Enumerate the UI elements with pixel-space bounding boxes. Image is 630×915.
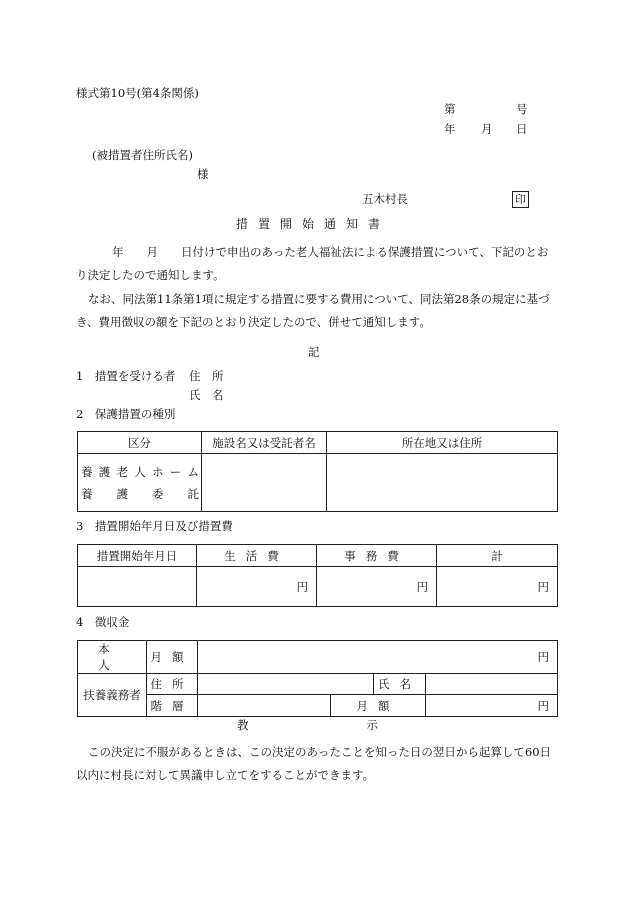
notice-heading: 教示: [237, 718, 496, 732]
ki-heading: 記: [308, 345, 320, 359]
doc-number-prefix: 第: [444, 102, 456, 116]
guardian-monthly-label: 月額: [331, 695, 426, 717]
document-title: 措置開始通知書: [236, 217, 391, 231]
section2-heading: 2 保護措置の種別: [76, 407, 176, 421]
guardian-name-label: 氏名: [374, 674, 426, 695]
class-cell: [198, 695, 331, 717]
body-paragraph-2: なお、同法第11条第1項に規定する措置に要する費用について、同法第28条の規定に基づき、費用徴収の額を下記のとおり決定したので、併せて通知します。: [76, 292, 550, 329]
body-paragraph-1: 年 月 日付けで申出のあった老人福祉法による保護措置について、下記のとおり決定したので通知します。: [76, 245, 549, 282]
header-total: 計: [437, 545, 558, 567]
section1-name-label: 氏 名: [189, 388, 224, 402]
seal-stamp: 印: [512, 191, 529, 208]
measure-cost-table: [77, 544, 558, 607]
guardian-name-cell: [426, 674, 558, 695]
addressee-label: (被措置者住所氏名): [92, 148, 193, 162]
section1-heading: 1 措置を受ける者: [76, 369, 176, 383]
start-date-cell: [78, 567, 197, 607]
header-category: 区分: [78, 432, 202, 454]
header-start-date: 措置開始年月日: [78, 545, 197, 567]
guardian-address-label: 住所: [147, 674, 198, 695]
guardian-monthly-yen: 円: [426, 695, 558, 717]
facility-cell: [202, 454, 327, 512]
date-year: 年: [444, 122, 456, 136]
monthly-label: 月額: [147, 641, 198, 674]
category-nursing-home: 養護老人ホーム: [81, 464, 199, 479]
measure-type-table: [77, 431, 558, 512]
header-living-cost: 生活費: [197, 545, 317, 567]
date-day: 日: [516, 122, 528, 136]
guardian-label: 扶養義務者: [78, 674, 147, 717]
location-cell: [327, 454, 558, 512]
sender-name: 五木村長: [362, 192, 408, 206]
doc-number-suffix: 号: [516, 102, 528, 116]
header-facility: 施設名又は受託者名: [202, 432, 327, 454]
section4-heading: 4 徴収金: [76, 615, 130, 629]
class-label: 階層: [147, 695, 198, 717]
total-yen: 円: [437, 567, 558, 607]
form-number: 様式第10号(第4条関係): [76, 86, 199, 100]
admin-cost-yen: 円: [317, 567, 437, 607]
person-label: 本人: [78, 641, 147, 674]
notice-text: この決定に不服があるときは、この決定のあったことを知った日の翌日から起算して60日以内に村長に対して異議申し立てをすることができます。: [76, 745, 552, 782]
header-location: 所在地又は住所: [327, 432, 558, 454]
collection-table: [77, 640, 558, 717]
section3-heading: 3 措置開始年月日及び措置費: [76, 519, 233, 533]
header-admin-cost: 事務費: [317, 545, 437, 567]
category-care-consignment: 養護委託: [81, 486, 199, 501]
guardian-address-cell: [198, 674, 374, 695]
date-month: 月: [481, 122, 493, 136]
section1-address-label: 住 所: [189, 369, 224, 383]
living-cost-yen: 円: [197, 567, 317, 607]
person-monthly-yen: 円: [198, 641, 558, 674]
addressee-honorific: 様: [197, 167, 209, 181]
